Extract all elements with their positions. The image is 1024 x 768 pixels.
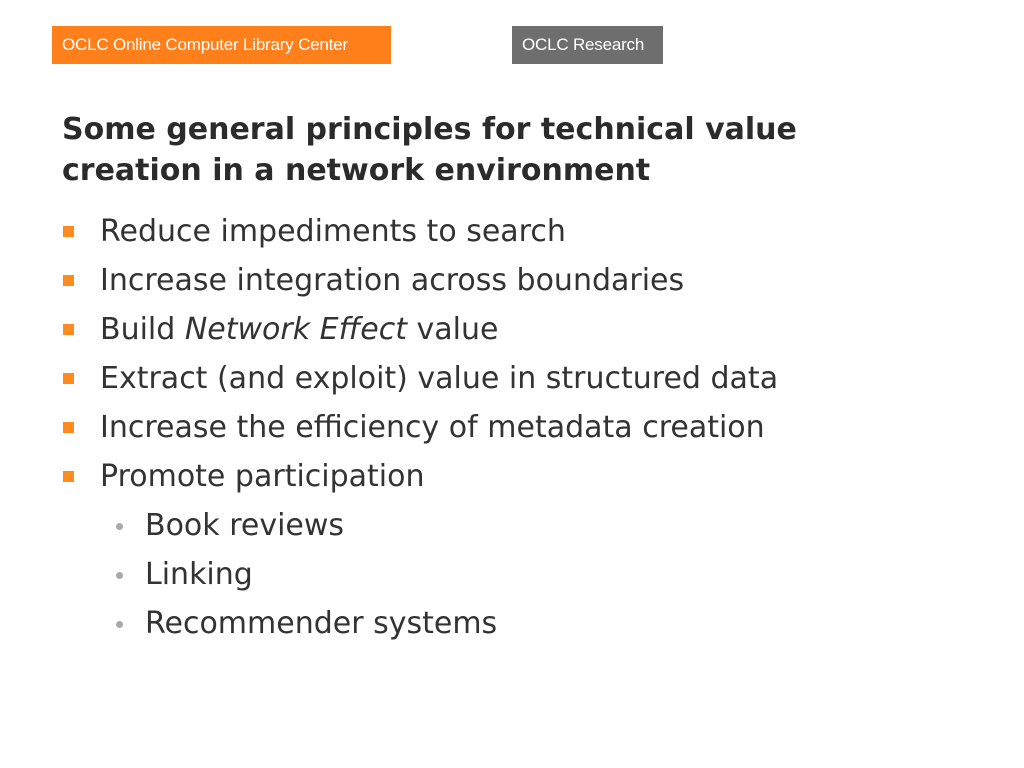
slide-title (62, 109, 962, 191)
bullet-text: Increase the efficiency of metadata creation (100, 410, 765, 445)
bullet-item (62, 452, 1002, 501)
gray-dot-bullet-icon (116, 523, 123, 530)
sub-bullet-item (62, 599, 1002, 648)
bullet-text-emphasis: Network Effect (184, 312, 407, 347)
sub-bullet-text: Recommender systems (145, 606, 498, 641)
slide-title-line-1: Some general principles for technical value (62, 112, 797, 147)
bullet-item (62, 354, 1002, 403)
bullet-item (62, 207, 1002, 256)
orange-square-bullet-icon (63, 373, 74, 384)
bullet-text-suffix: value (406, 312, 499, 347)
slide-title-line-2: creation in a network environment (62, 153, 651, 188)
orange-square-bullet-icon (63, 324, 74, 335)
bullet-text: Increase integration across boundaries (100, 263, 685, 298)
orange-square-bullet-icon (63, 422, 74, 433)
bullet-text: Promote participation (100, 459, 425, 494)
bullet-list (62, 207, 1002, 648)
oclc-logo-text: OCLC Online Computer Library Center (62, 35, 348, 54)
bullet-text: Reduce impediments to search (100, 214, 566, 249)
bullet-text (100, 305, 498, 354)
orange-square-bullet-icon (63, 226, 74, 237)
oclc-logo (52, 26, 391, 64)
sub-bullet-item (62, 550, 1002, 599)
sub-bullet-text: Book reviews (145, 508, 345, 543)
bullet-item (62, 305, 1002, 354)
bullet-item (62, 256, 1002, 305)
orange-square-bullet-icon (63, 275, 74, 286)
sub-bullet-item (62, 501, 1002, 550)
orange-square-bullet-icon (63, 471, 74, 482)
bullet-item (62, 403, 1002, 452)
bullet-text: Extract (and exploit) value in structured data (100, 361, 779, 396)
bullet-text-prefix: Build (100, 312, 185, 347)
gray-dot-bullet-icon (116, 621, 123, 628)
oclc-research-logo (512, 26, 663, 64)
oclc-research-logo-text: OCLC Research (522, 35, 645, 54)
sub-bullet-text: Linking (145, 557, 253, 592)
gray-dot-bullet-icon (116, 572, 123, 579)
